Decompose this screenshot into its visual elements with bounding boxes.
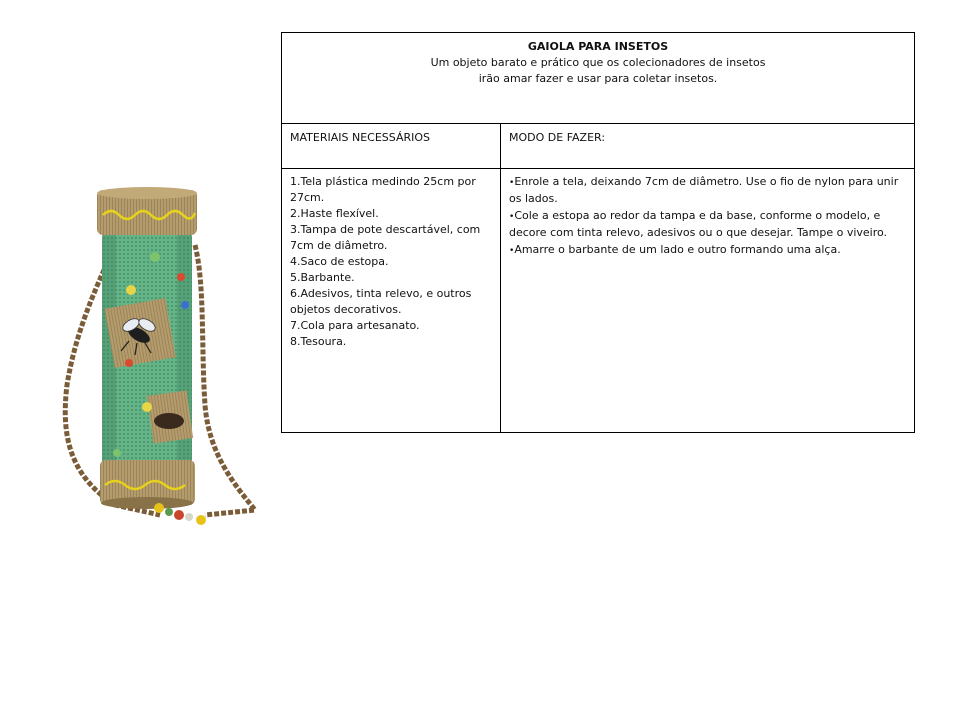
subtitle-line: Um objeto barato e prático que os colecionadores de insetos [430, 56, 766, 69]
materials-line: objetos decorativos. [290, 303, 402, 316]
method-line [509, 208, 906, 225]
method-line [509, 174, 906, 191]
rope-handle-right [195, 245, 255, 515]
content-row [282, 169, 915, 433]
method-list [501, 169, 915, 433]
materials-line: 4.Saco de estopa. [290, 255, 389, 268]
method-line [509, 225, 906, 242]
document-title: GAIOLA PARA INSETOS [527, 40, 669, 53]
bullet-icon: • [509, 246, 515, 256]
materials-line: 2.Haste flexível. [290, 207, 379, 220]
bullet-icon: • [509, 212, 515, 222]
materials-list [282, 169, 501, 433]
materials-header-label: MATERIAIS NECESSÁRIOS [290, 131, 430, 144]
insect-cage-photo [55, 185, 265, 535]
materials-line: 27cm. [290, 191, 325, 204]
subtitle-line: irão amar fazer e usar para coletar insetos. [478, 72, 718, 85]
beetle-sticker [154, 413, 184, 429]
method-text: Enrole a tela, deixando 7cm de diâmetro. Use o fio de nylon para unir [514, 175, 899, 188]
method-header-label: MODO DE FAZER: [509, 131, 606, 144]
method-text: os lados. [509, 192, 558, 205]
method-text: Amarre o barbante de um lado e outro formando uma alça. [514, 243, 841, 256]
method-text: Cole a estopa ao redor da tampa e da base, conforme o modelo, e [514, 209, 881, 222]
bullet-icon: • [509, 178, 515, 188]
method-line [509, 191, 906, 208]
materials-line: 5.Barbante. [290, 271, 355, 284]
materials-header [282, 124, 501, 169]
method-header [501, 124, 915, 169]
materials-line: 6.Adesivos, tinta relevo, e outros [290, 287, 472, 300]
materials-line: 7cm de diâmetro. [290, 239, 388, 252]
method-text: decore com tinta relevo, adesivos ou o que desejar. Tampe o viveiro. [509, 226, 888, 239]
materials-line: 8.Tesoura. [290, 335, 347, 348]
method-line [509, 242, 906, 259]
materials-line: 1.Tela plástica medindo 25cm por [290, 175, 476, 188]
title-row [282, 33, 915, 124]
materials-line: 7.Cola para artesanato. [290, 319, 420, 332]
header-row [282, 124, 915, 169]
title-cell [282, 33, 915, 124]
materials-line: 3.Tampa de pote descartável, com [290, 223, 481, 236]
instructions-table [281, 32, 915, 433]
